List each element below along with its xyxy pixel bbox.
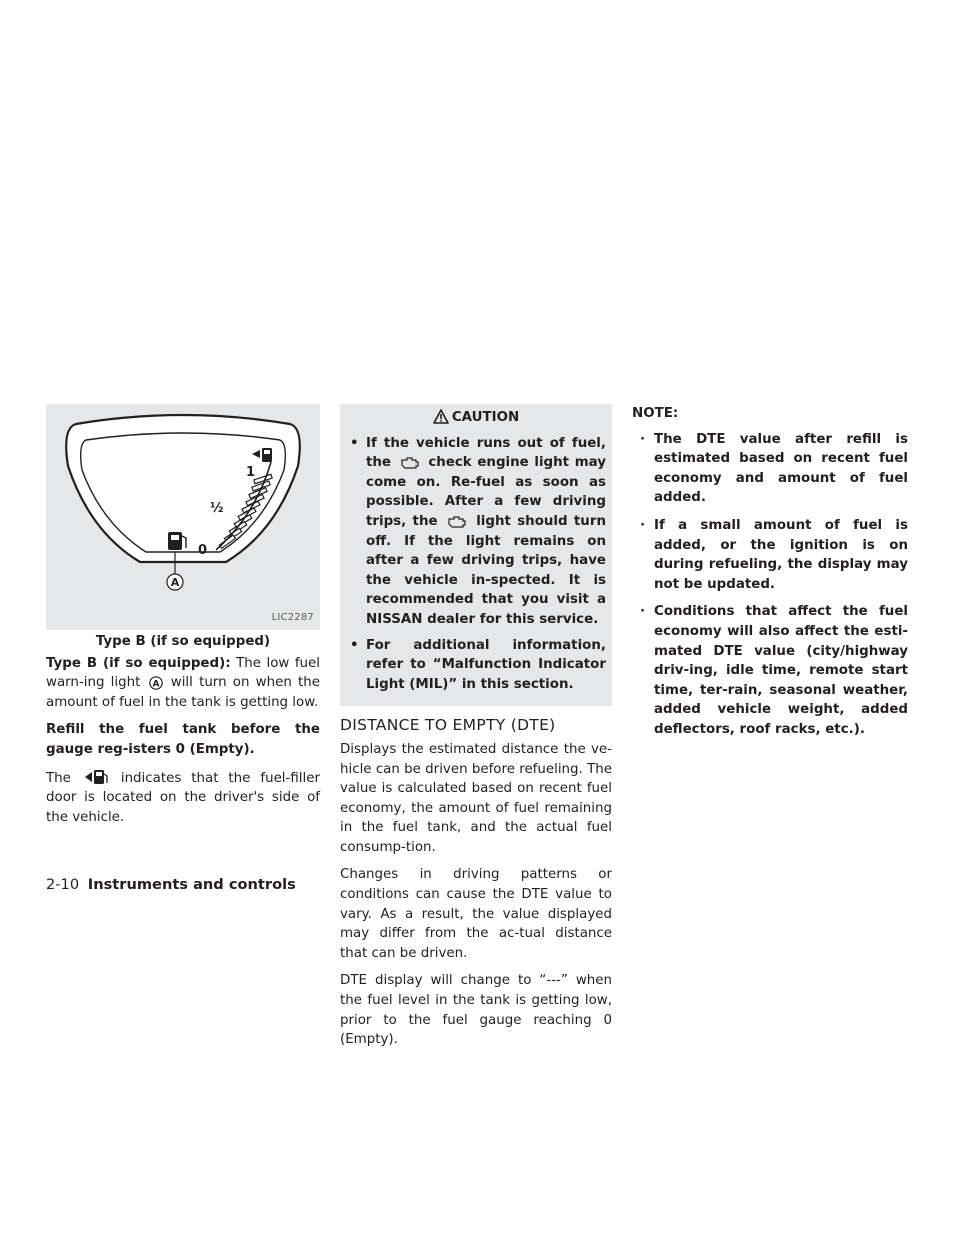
- middle-column: [340, 404, 612, 1058]
- note-label: NOTE:: [632, 406, 679, 421]
- section-title: Instruments and controls: [87, 876, 296, 893]
- caution-item-1-text-a: If the vehicle runs out of fuel, the: [366, 435, 606, 471]
- dte-heading: DISTANCE TO EMPTY (DTE): [340, 716, 556, 735]
- check-engine-icon: [399, 456, 421, 470]
- left-column: [46, 404, 320, 835]
- circled-a-icon: [149, 676, 163, 690]
- right-column: [632, 404, 908, 748]
- caution-title: [340, 404, 612, 434]
- filler-the: The: [46, 770, 71, 786]
- note-list: [632, 430, 908, 740]
- type-b-paragraph: [46, 654, 320, 713]
- caution-item-1-text-b: check engine light may come on. Re-fuel as soon as possible. After a few driving trips, the: [366, 455, 606, 529]
- dte-paragraph-2: Changes in driving patterns or conditions can cause the DTE value to vary. As a result, the value displayed may differ from the ac-tual distance that can be driven.: [340, 867, 612, 961]
- fuel-gauge-illustration: [46, 404, 320, 630]
- dte-paragraph-3: DTE display will change to “---” when the fuel level in the tank is getting low, prior to the fuel gauge reaching 0 (Empty).: [340, 973, 612, 1048]
- figure-caption: Type B (if so equipped): [95, 634, 271, 649]
- page-footer: [46, 876, 296, 893]
- caution-list: [340, 434, 612, 695]
- page-number: 2-10: [46, 876, 80, 893]
- dte-paragraph-1: Displays the estimated distance the ve-hicle can be driven before refueling. The value is calculated based on recent fuel economy, the amount of fuel remaining in the fuel tank, and the actual fuel consump-tion.: [340, 741, 612, 855]
- type-b-text-2: will turn on when the amount of fuel in the tank is getting low.: [46, 675, 320, 710]
- note-item: · Conditions that affect the fuel economy will also affect the esti-mated DTE value (city/highway driv-ing, idle time, remote start time, ter-rain, seasonal weather, added vehicle weight, added deflectors, roof racks, etc.).: [632, 602, 908, 739]
- caution-item-1: [346, 434, 606, 630]
- svg-text:A: A: [152, 679, 160, 690]
- filler-text: indicates that the fuel-filler door is located on the driver's side of the vehicle.: [46, 770, 320, 825]
- check-engine-icon: [446, 515, 468, 529]
- note-item: · The DTE value after refill is estimated based on recent fuel economy and amount of fuel added.: [632, 430, 908, 508]
- type-b-text-1: The low fuel warn-ing light: [46, 655, 321, 691]
- gauge-label-full: 1: [246, 465, 256, 480]
- fuel-filler-arrow-icon: [83, 768, 109, 786]
- caution-item-2: • For additional information, refer to “Malfunction Indicator Light (MIL)” in this section.: [346, 636, 606, 695]
- note-item: · If a small amount of fuel is added, or the ignition is on during refueling, the display may not be updated.: [632, 516, 908, 594]
- type-b-label: Type B (if so equipped):: [46, 655, 231, 671]
- figure-code: LIC2287: [271, 612, 314, 624]
- filler-door-paragraph: [46, 768, 320, 828]
- callout-label-a: A: [170, 576, 180, 589]
- fuel-gauge-figure: [46, 404, 320, 630]
- warning-triangle-icon: [433, 409, 449, 424]
- refill-warning: Refill the fuel tank before the gauge reg-isters 0 (Empty).: [46, 722, 320, 757]
- caution-item-1-text-c: light should turn off. If the light remains on after a few driving trips, have the vehicle in-spected. It is recommended that you visit a NISSAN dealer for this service.: [366, 513, 606, 627]
- caution-title-text: CAUTION: [451, 410, 520, 425]
- caution-box: [340, 404, 612, 706]
- gauge-label-empty: 0: [198, 543, 208, 558]
- gauge-label-half: ½: [210, 501, 224, 516]
